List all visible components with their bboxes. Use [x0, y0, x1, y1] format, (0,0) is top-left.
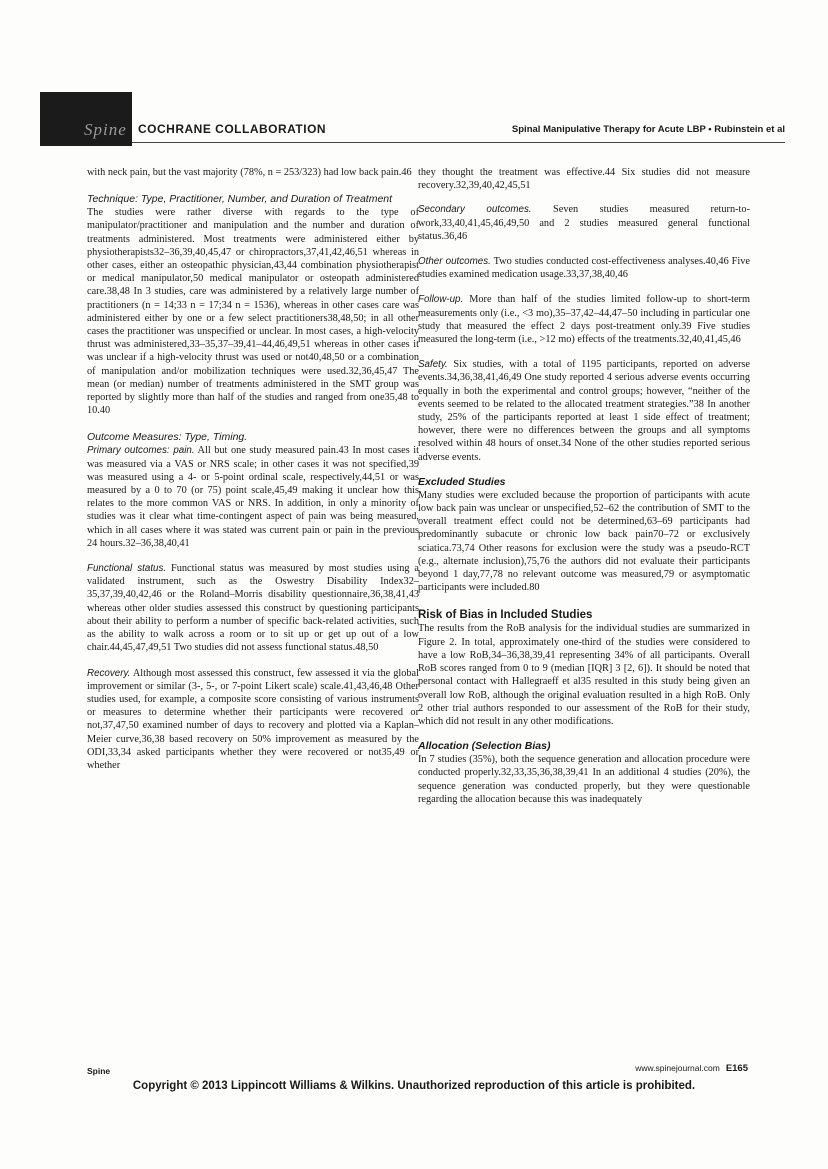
copyright-notice: Copyright © 2013 Lippincott Williams & Wilkins. Unauthorized reproduction of this article is prohibited.: [132, 1080, 696, 1092]
header-rule: [132, 142, 785, 143]
journal-logo: [40, 92, 132, 146]
paragraph: The results from the RoB analysis for the individual studies are summarized in Figure 2. In total, approximately one-third of the studies were considered to have a low RoB,34–36,38,39,41 representing 34% of all participants. Overall RoB scores ranged from 0 to 9 (median [IQR] 3 [2, 6]). It should be noted that personal contact with Hallegraeff et al35 resulted in this study being given an overall low RoB, although the original evaluation resulted in a high RoB. Only 2 other trial authors responded to our assessment of the RoB for their study, which did not result in any other modifications.: [418, 623, 750, 727]
page-number: E165: [725, 1063, 748, 1074]
heading-risk-of-bias: Risk of Bias in Included Studies: [418, 609, 593, 622]
lead-in: Functional status.: [87, 563, 167, 575]
page-header: [40, 92, 785, 146]
left-column: [87, 166, 419, 784]
paragraph: In 7 studies (35%), both the sequence generation and allocation procedure were conducted properly.32,33,35,36,38,39,41 In an additional 4 studies (20%), the sequence generation was conducted properly, but they were questionable regarding the allocation because this was inadequately: [418, 754, 750, 805]
paragraph: The studies were rather diverse with regards to the type of manipulator/practitioner and manipulation and the number and duration of treatments administered. Most treatments were administered either by physiotherapists32–36,39,40,45,47 or chiropractors,37,41,42,46,51 whereas in other cases, either an osteopathic physician,43,44 combination physiotherapist or medical manipulator,50 medical manipulator or osteopath administered care.38,48 In 3 studies, care was administered by a relatively large number of practitioners (n = 14;33 n = 17;34 n = 1536), whereas in other cases care was administered either by one or a few select practitioners38,48,50; in all other cases the practitioner was unspecified or unclear. In most cases, a high-velocity thrust was administered,33–35,37–39,41–44,46,49,51 whereas in other cases it was unclear if a high-velocity thrust was used or not40,48,50 or a combination of manipulation and/or mobilization techniques were used.32,36,45,47 The mean (or median) number of treatments administered in the SMT group was reported by slightly more than half of the studies and ranged from one35,48 to 10.40: [87, 207, 419, 417]
lead-in: Other outcomes.: [418, 256, 491, 268]
paragraph-followup: [418, 293, 750, 346]
subheading-technique: Technique: Type, Practitioner, Number, and Duration of Treatment: [87, 193, 393, 206]
section-title: COCHRANE COLLABORATION: [138, 122, 327, 136]
lead-in: Secondary outcomes.: [418, 204, 532, 216]
footer-journal: Spine: [87, 1066, 111, 1076]
subheading-excluded: Excluded Studies: [418, 475, 506, 488]
paragraph: they thought the treatment was effective.44 Six studies did not measure recovery.32,39,40,42,45,51: [418, 167, 750, 192]
paragraph-functional: [87, 562, 419, 654]
paragraph-text: Functional status was measured by most studies using a validated instrument, such as the Oswestry Disability Index32–35,37,39,40,42,46 or the Roland–Morris disability questionnaire,36,38,41,43 whereas other older studies assessed this construct by questioning participants about their ability to perform a number of specific back-related activities, such as the ability to walk across a room or to sit up or get up out of a low chair.44,45,47,49,51 Two studies did not assess functional status.48,50: [87, 563, 419, 654]
paragraph-recovery: [87, 667, 419, 773]
lead-in: Follow-up.: [418, 294, 464, 306]
paragraph-text: Although most assessed this construct, few assessed it via the global improvement or similar (3-, 5-, or 7-point Likert scale) scale.41,43,46,48 Other studies used, for example, a composite score consisting of various instruments or measures to determine whether their participants were recovered or not,37,47,50 examined number of days to recovery and plotted via a Kaplan–Meier curve,36,38 based recovery on 50% improvement as measured by the ODI,33,34 asked participants whether they were recovered or not35,49 or whether: [87, 667, 419, 771]
lead-in: Recovery.: [87, 667, 131, 679]
paragraph-other: [418, 255, 750, 281]
paragraph: with neck pain, but the vast majority (78%, n = 253/323) had low back pain.46: [87, 167, 412, 178]
running-title: Spinal Manipulative Therapy for Acute LBP • Rubinstein et al: [511, 124, 785, 135]
subheading-outcome: Outcome Measures: Type, Timing.: [87, 431, 248, 444]
paragraph: Many studies were excluded because the proportion of participants with acute low back pain was unclear or unspecified,52–62 the contribution of SMT to the overall treatment effect could not be determined,63–69 participants had predominantly subacute or chronic low back pain70–72 or exclusively sciatica.73,74 Other reasons for exclusion were the study was a pseudo-RCT (e.g., alternate inclusion),75,76 the authors did not evaluate their participants beyond 1 day,77,78 no relevant outcome was measured,79 or asymptomatic participants were included.80: [418, 489, 750, 594]
paragraph-text: Six studies, with a total of 1195 participants, reported on adverse events.34,36,38,41,46,49 One study reported 4 serious adverse events occurring equally in both the experimental and control groups; however, “neither of the events seemed to be related to the allocated treatment strategies.”38 In another study, 25% of the participants reported at least 1 side effect of treatment; however, there were no differences between the groups and all symptoms resolved within 48 hours of onset.34 None of the other studies reported serious adverse events.: [418, 359, 751, 463]
paragraph-text: More than half of the studies limited follow-up to short-term measurements only (i.e., <3 mo),35–37,42–44,47–50 including in particular one study that measured the effect 2 days post-treatment only.39 Five studies measured the long-term (i.e., >12 mo) effects of the treatments.32,40,41,45,46: [418, 294, 750, 346]
paragraph-text: All but one study measured pain.43 In most cases it was measured via a VAS or NRS scale; in other cases it was not specified,39 was measured using a 4- or 5-point ordinal scale, respectively,44,51 or was measured by a 0 to 70 (or 75) point scale,45,49 making it unclear how this relates to the more common VAS or NRS. In addition, in only a minority of studies was it clear what time-contingent aspect of pain was being measured, which in all cases where it was stated was current pain or pain in the previous 24 hours.32–36,38,40,41: [87, 445, 419, 549]
paragraph-text: Seven studies measured return-to-work,33,40,41,45,46,49,50 and 2 studies measured general functional status.36,46: [418, 204, 750, 242]
footer-right: [635, 1063, 748, 1074]
journal-logo-text: Spine: [84, 120, 127, 139]
lead-in: Primary outcomes: pain.: [87, 445, 195, 457]
paragraph-text: Two studies conducted cost-effectiveness analyses.40,46 Five studies examined medication usage.33,37,38,40,46: [418, 256, 750, 281]
paragraph-secondary: [418, 203, 750, 243]
right-column: [418, 166, 750, 818]
paragraph-safety: [418, 358, 750, 464]
subheading-allocation: Allocation (Selection Bias): [418, 740, 551, 753]
footer-url: www.spinejournal.com: [635, 1063, 720, 1073]
lead-in: Safety.: [418, 359, 448, 371]
paragraph-primary: [87, 444, 419, 550]
